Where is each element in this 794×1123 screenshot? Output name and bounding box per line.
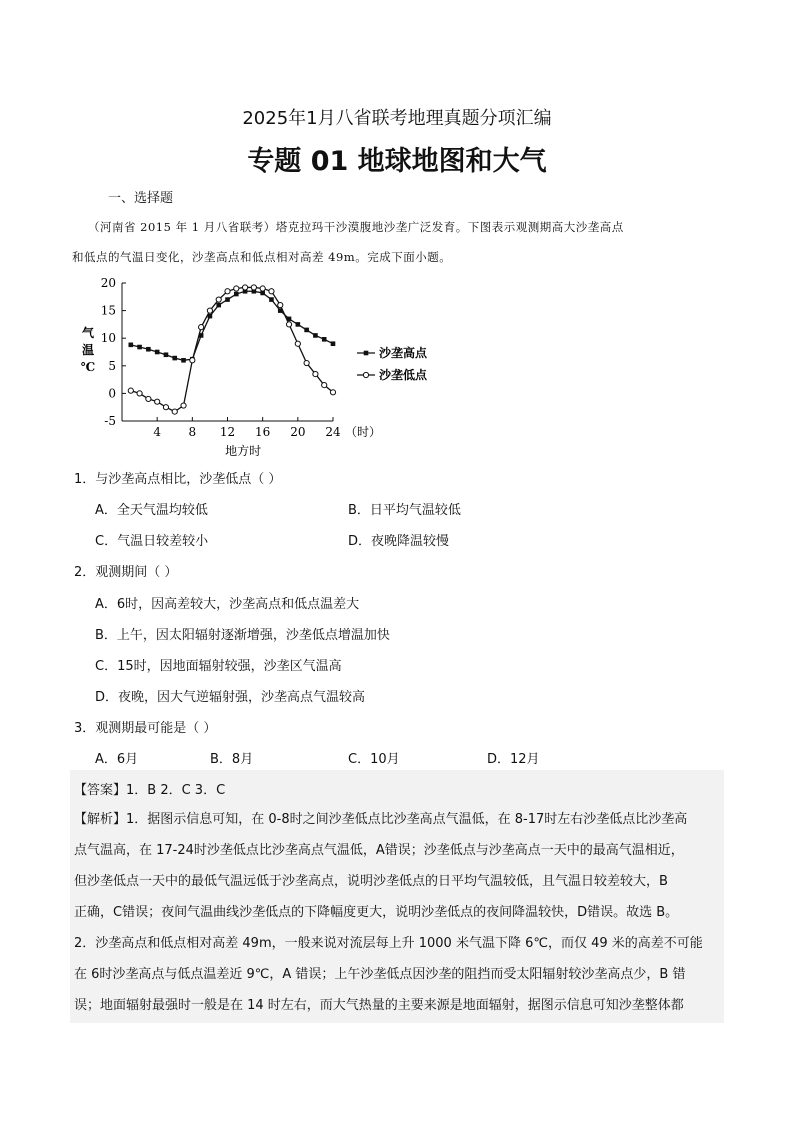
question-1-option-d[interactable]: D．夜晚降温较慢 — [348, 534, 450, 549]
chart-legend — [357, 345, 428, 382]
legend-marker-circle — [363, 372, 368, 377]
data-point-low — [155, 399, 160, 404]
y-tick-label: -5 — [104, 414, 116, 428]
data-point-low — [286, 322, 291, 327]
explanation-line-1: 【解析】1．据图示信息可知，在 0-8时之间沙垄低点比沙垄高点气温低，在 8-17时左右沙垄低点比沙垄高 — [74, 812, 688, 827]
data-point-low — [278, 302, 283, 307]
x-tick-label: 4 — [153, 425, 161, 439]
series-line-2 — [131, 287, 333, 411]
question-2-option-d[interactable]: D．夜晚，因大气逆辐射强，沙垄高点气温较高 — [95, 690, 366, 705]
data-point-high — [234, 292, 239, 297]
data-point-high — [296, 322, 301, 327]
data-point-low — [137, 391, 142, 396]
x-tick-label: 24 — [325, 425, 341, 439]
data-point-low — [199, 325, 204, 330]
answer-line: 【答案】1．B 2．C 3．C — [74, 783, 226, 798]
question-2-option-a[interactable]: A．6时，因高差较大，沙垄高点和低点温差大 — [95, 597, 360, 612]
data-point-low — [216, 297, 221, 302]
data-point-high — [146, 347, 151, 352]
chart-axes — [81, 276, 381, 458]
question-2-option-c[interactable]: C．15时，因地面辐射较强，沙垄区气温高 — [95, 659, 342, 674]
section-heading: 一、选择题 — [108, 191, 174, 206]
data-point-high — [164, 352, 169, 357]
data-point-high — [225, 297, 230, 302]
question-3-option-d[interactable]: D．12月 — [487, 752, 540, 767]
data-point-low — [128, 388, 133, 393]
data-point-high — [304, 328, 309, 333]
data-point-low — [234, 286, 239, 291]
intro-line-2: 和低点的气温日变化，沙垄高点和低点相对高差 49m。完成下面小题。 — [72, 250, 452, 264]
data-point-low — [260, 286, 265, 291]
answer-panel — [70, 770, 724, 1023]
x-axis-unit: （时） — [345, 425, 382, 439]
data-point-high — [155, 350, 160, 355]
data-point-low — [269, 289, 274, 294]
question-1-option-c[interactable]: C．气温日较差较小 — [95, 534, 209, 549]
data-point-low — [322, 383, 327, 388]
data-point-low — [225, 289, 230, 294]
data-point-low — [330, 390, 335, 395]
document-title: 专题 01 地球地图和大气 — [247, 146, 547, 177]
y-tick-label: 10 — [100, 331, 116, 346]
document-subtitle: 2025年1月八省联考地理真题分项汇编 — [242, 108, 552, 129]
data-point-low — [163, 405, 168, 410]
question-3-option-b[interactable]: B．8月 — [210, 752, 254, 767]
data-point-low — [313, 371, 318, 376]
question-1-option-b[interactable]: B．日平均气温较低 — [348, 503, 461, 518]
question-1-stem: 1．与沙垄高点相比，沙垄低点（ ） — [74, 472, 282, 487]
data-point-high — [331, 341, 336, 346]
question-3-option-a[interactable]: A．6月 — [95, 752, 139, 767]
data-point-low — [181, 403, 186, 408]
explanation-line-7: 误；地面辐射最强时一般是在 14 时左右，而大气热量的主要来源是地面辐射，据图示信息可知沙垄整体都 — [74, 998, 684, 1013]
y-axis-label-char: 气 — [81, 326, 95, 340]
legend-label: 沙垄高点 — [379, 346, 428, 360]
data-point-low — [172, 409, 177, 414]
explanation-line-5: 2．沙垄高点和低点相对高差 49m，一般来说对流层每上升 1000 米气温下降 6℃，而仅 49 米的高差不可能 — [74, 936, 703, 951]
question-1-option-a[interactable]: A．全天气温均较低 — [95, 503, 208, 518]
x-tick-label: 12 — [219, 425, 236, 439]
y-tick-label: 15 — [100, 303, 116, 318]
chart-marks — [128, 285, 335, 414]
question-3-stem: 3．观测期最可能是（ ） — [74, 721, 217, 736]
data-point-high — [172, 356, 177, 361]
legend-marker-square — [364, 351, 369, 356]
data-point-high — [181, 358, 186, 363]
y-axis-label-char: 温 — [81, 343, 95, 357]
data-point-low — [190, 358, 195, 363]
data-point-high — [128, 343, 133, 348]
y-tick-label: 0 — [108, 386, 116, 401]
legend-label: 沙垄低点 — [379, 368, 428, 382]
data-point-high — [269, 297, 274, 302]
x-tick-label: 16 — [255, 425, 271, 439]
x-tick-label: 8 — [188, 425, 197, 439]
data-point-high — [322, 337, 327, 342]
series-line-1 — [131, 291, 333, 360]
question-2-stem: 2．观测期间（ ） — [74, 565, 178, 580]
data-point-low — [304, 360, 309, 365]
explanation-line-4: 正确，C错误；夜间气温曲线沙垄低点的下降幅度更大，说明沙垄低点的夜间降温较快，D错误。故选 B。 — [74, 905, 679, 920]
data-point-low — [207, 308, 212, 313]
y-tick-label: 5 — [108, 358, 116, 373]
question-3-option-c[interactable]: C．10月 — [348, 752, 400, 767]
data-point-low — [251, 285, 256, 290]
data-point-low — [146, 396, 151, 401]
data-point-high — [216, 303, 221, 308]
y-tick-label: 20 — [100, 276, 116, 290]
y-axis-label-char: ℃ — [80, 360, 96, 374]
intro-line-1: （河南省 2015 年 1 月八省联考）塔克拉玛干沙漠腹地沙垄广泛发育。下图表示观测期高大沙垄高点 — [88, 220, 624, 234]
question-2-option-b[interactable]: B．上午，因太阳辐射逐渐增强，沙垄低点增温加快 — [95, 628, 390, 643]
data-point-high — [313, 333, 318, 338]
data-point-low — [242, 285, 247, 290]
explanation-line-2: 点气温高，在 17-24时沙垄低点比沙垄高点气温低，A错误；沙垄低点与沙垄高点一天中的最高气温相近， — [74, 843, 684, 858]
data-point-low — [295, 341, 300, 346]
data-point-high — [137, 345, 142, 350]
explanation-line-3: 但沙垄低点一天中的最低气温远低于沙垄高点，说明沙垄低点的日平均气温较低，且气温日较差较大，B — [74, 874, 668, 889]
explanation-line-6: 在 6时沙垄高点与低点温差近 9℃，A 错误；上午沙垄低点因沙垄的阻挡而受太阳辐射较沙垄高点少，B 错 — [74, 967, 686, 982]
temperature-chart — [70, 272, 470, 462]
x-tick-label: 20 — [290, 425, 306, 439]
x-axis-label: 地方时 — [225, 444, 262, 458]
